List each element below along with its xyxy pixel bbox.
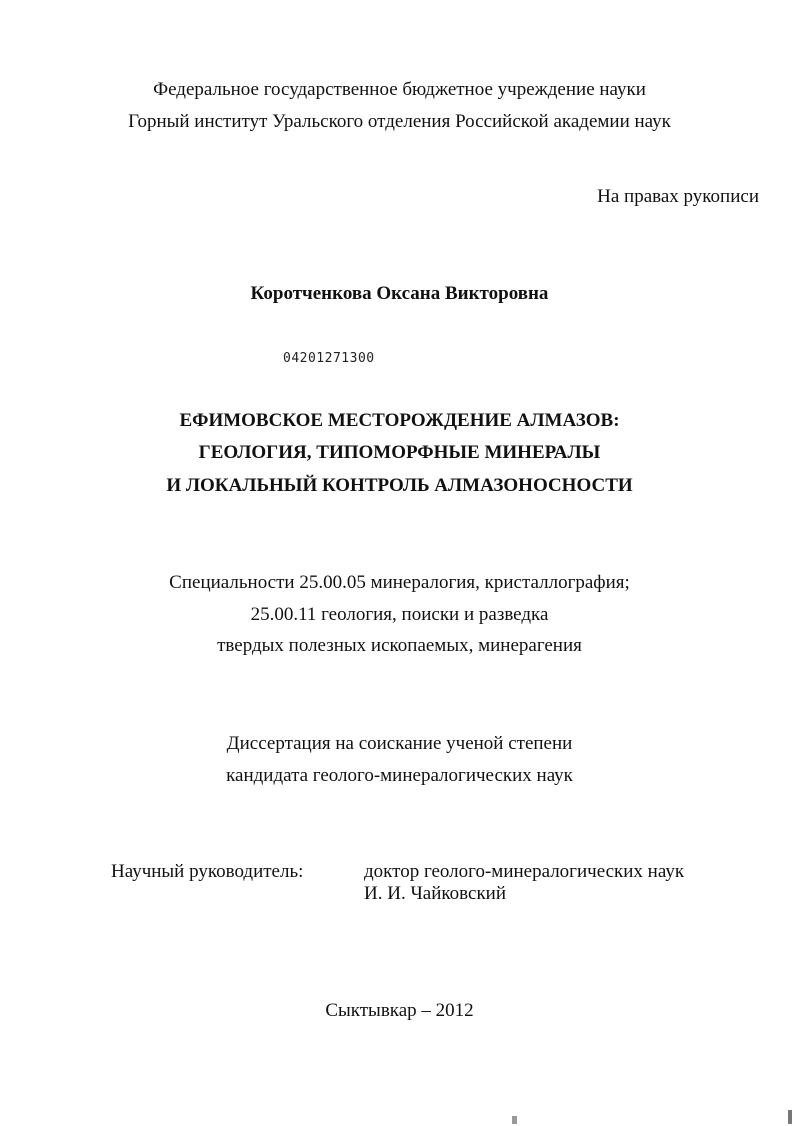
title-line-1: ЕФИМОВСКОЕ МЕСТОРОЖДЕНИЕ АЛМАЗОВ: — [179, 410, 620, 431]
city-year: Сыктывкар – 2012 — [325, 1000, 474, 1021]
specialty-line-1: Специальности 25.00.05 минералогия, кристаллография; — [169, 572, 630, 593]
supervisor-degree: доктор геолого-минералогических наук — [364, 861, 685, 882]
supervisor-label: Научный руководитель: — [111, 861, 304, 882]
title-line-3: И ЛОКАЛЬНЫЙ КОНТРОЛЬ АЛМАЗОНОСНОСТИ — [166, 475, 633, 496]
dissertation-line-1: Диссертация на соискание ученой степени — [226, 733, 573, 754]
registration-code: 04201271300 — [283, 351, 375, 366]
supervisor-name: И. И. Чайковский — [364, 883, 507, 904]
institution-line-1: Федеральное государственное бюджетное учреждение науки — [153, 79, 646, 100]
title-line-2: ГЕОЛОГИЯ, ТИПОМОРФНЫЕ МИНЕРАЛЫ — [198, 442, 601, 463]
scan-artifact-edge — [788, 1110, 792, 1124]
manuscript-note: На правах рукописи — [597, 186, 759, 207]
scan-artifact — [512, 1116, 517, 1124]
specialty-line-2: 25.00.11 геология, поиски и разведка — [250, 604, 549, 625]
institution-line-2: Горный институт Уральского отделения Российской академии наук — [128, 111, 671, 132]
author-name: Коротченкова Оксана Викторовна — [250, 283, 549, 304]
dissertation-line-2: кандидата геолого-минералогических наук — [226, 765, 573, 786]
specialty-line-3: твердых полезных ископаемых, минерагения — [217, 635, 582, 656]
